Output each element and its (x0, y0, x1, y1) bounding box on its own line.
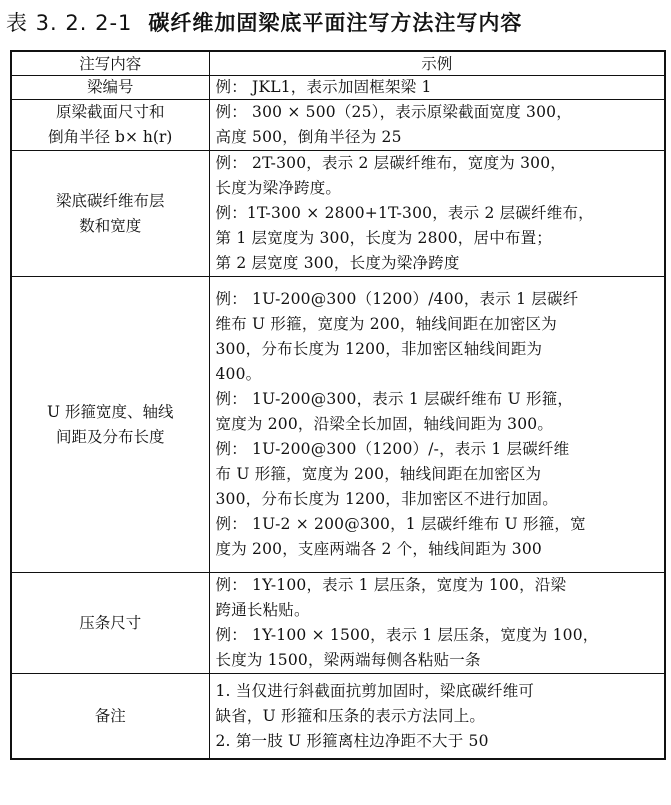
label-line: 倒角半径 b× h(r) (48, 128, 173, 146)
label-line: 压条尺寸 (79, 613, 142, 632)
row-content (209, 277, 665, 573)
label-line: 梁编号 (86, 78, 134, 96)
label-line: 间距及分布长度 (55, 427, 165, 446)
row-content (209, 100, 665, 151)
content-line: 2. 第一肢 U 形箍离柱边净距不大于 50 (215, 731, 489, 750)
label-line: 备注 (94, 706, 126, 725)
content-line: 例： 2T-300，表示 2 层碳纤维布，宽度为 300， (215, 154, 566, 172)
content-line: 例： 1U-200@300，表示 1 层碳纤维布 U 形箍， (215, 390, 574, 408)
content-line: 宽度为 200，沿梁全长加固，轴线间距为 300。 (215, 415, 554, 433)
table-caption (6, 6, 522, 40)
table-row-section-size (11, 100, 665, 151)
content-line: 400。 (215, 365, 262, 383)
content-line: 第 1 层宽度为 300，长度为 2800，居中布置； (215, 229, 553, 247)
row-content (209, 674, 665, 760)
row-label (11, 151, 209, 277)
content-line: 高度 500，倒角半径为 25 (215, 128, 402, 146)
content-line: 第 2 层宽度 300，长度为梁净跨度 (215, 254, 460, 272)
content-line: 跨通长粘贴。 (215, 601, 310, 619)
row-label (11, 573, 209, 674)
annotation-spec-table (10, 50, 666, 760)
header-example: 示例 (209, 51, 665, 76)
content-line: 例： 300 × 500（25），表示原梁截面宽度 300， (215, 103, 572, 121)
table-header-row (11, 51, 665, 76)
content-line: 例： 1Y-100，表示 1 层压条，宽度为 100，沿梁 (215, 576, 567, 594)
row-label (11, 277, 209, 573)
row-label (11, 76, 209, 100)
table-row-pressure-strip (11, 573, 665, 674)
label-line: U 形箍宽度、轴线 (47, 402, 174, 421)
content-line: 维布 U 形箍，宽度为 200，轴线间距在加密区为 (215, 315, 557, 333)
label-line: 数和宽度 (79, 216, 142, 235)
label-line: 原梁截面尺寸和 (55, 103, 165, 121)
table-row-cfrp-layers (11, 151, 665, 277)
table-number: 表 3. 2. 2-1 (6, 11, 133, 35)
table-row-beam-code (11, 76, 665, 100)
content-line: 例： JKL1，表示加固框架梁 1 (215, 78, 432, 96)
content-line: 例： 1U-200@300（1200）/400，表示 1 层碳纤 (215, 290, 579, 308)
content-line: 长度为 1500，梁两端每侧各粘贴一条 (215, 651, 481, 669)
row-label (11, 100, 209, 151)
content-line: 1. 当仅进行斜截面抗剪加固时，梁底碳纤维可 (215, 681, 535, 700)
header-content-type: 注写内容 (11, 51, 209, 76)
content-line: 例： 1Y-100 × 1500，表示 1 层压条，宽度为 100， (215, 626, 599, 644)
content-line: 缺省，U 形箍和压条的表示方法同上。 (215, 706, 486, 725)
content-line: 例： 1U-2 × 200@300，1 层碳纤维布 U 形箍，宽 (215, 515, 586, 533)
table-row-remarks (11, 674, 665, 760)
row-content (209, 76, 665, 100)
content-line: 度为 200，支座两端各 2 个，轴线间距为 300 (215, 540, 542, 558)
row-content (209, 573, 665, 674)
content-line: 长度为梁净跨度。 (215, 179, 342, 197)
table-title: 碳纤维加固梁底平面注写方法注写内容 (148, 11, 523, 35)
content-line: 布 U 形箍，宽度为 200，轴线间距在加密区为 (215, 465, 542, 483)
content-line: 300，分布长度为 1200，非加密区轴线间距为 (215, 340, 543, 358)
content-line: 例： 1U-200@300（1200）/-，表示 1 层碳纤维 (215, 440, 570, 458)
content-line: 例：1T-300 × 2800+1T-300，表示 2 层碳纤维布， (215, 204, 594, 222)
table-row-u-hoop (11, 277, 665, 573)
row-label (11, 674, 209, 760)
row-content (209, 151, 665, 277)
label-line: 梁底碳纤维布层 (55, 191, 165, 210)
content-line: 300，分布长度为 1200，非加密区不进行加固。 (215, 490, 558, 508)
